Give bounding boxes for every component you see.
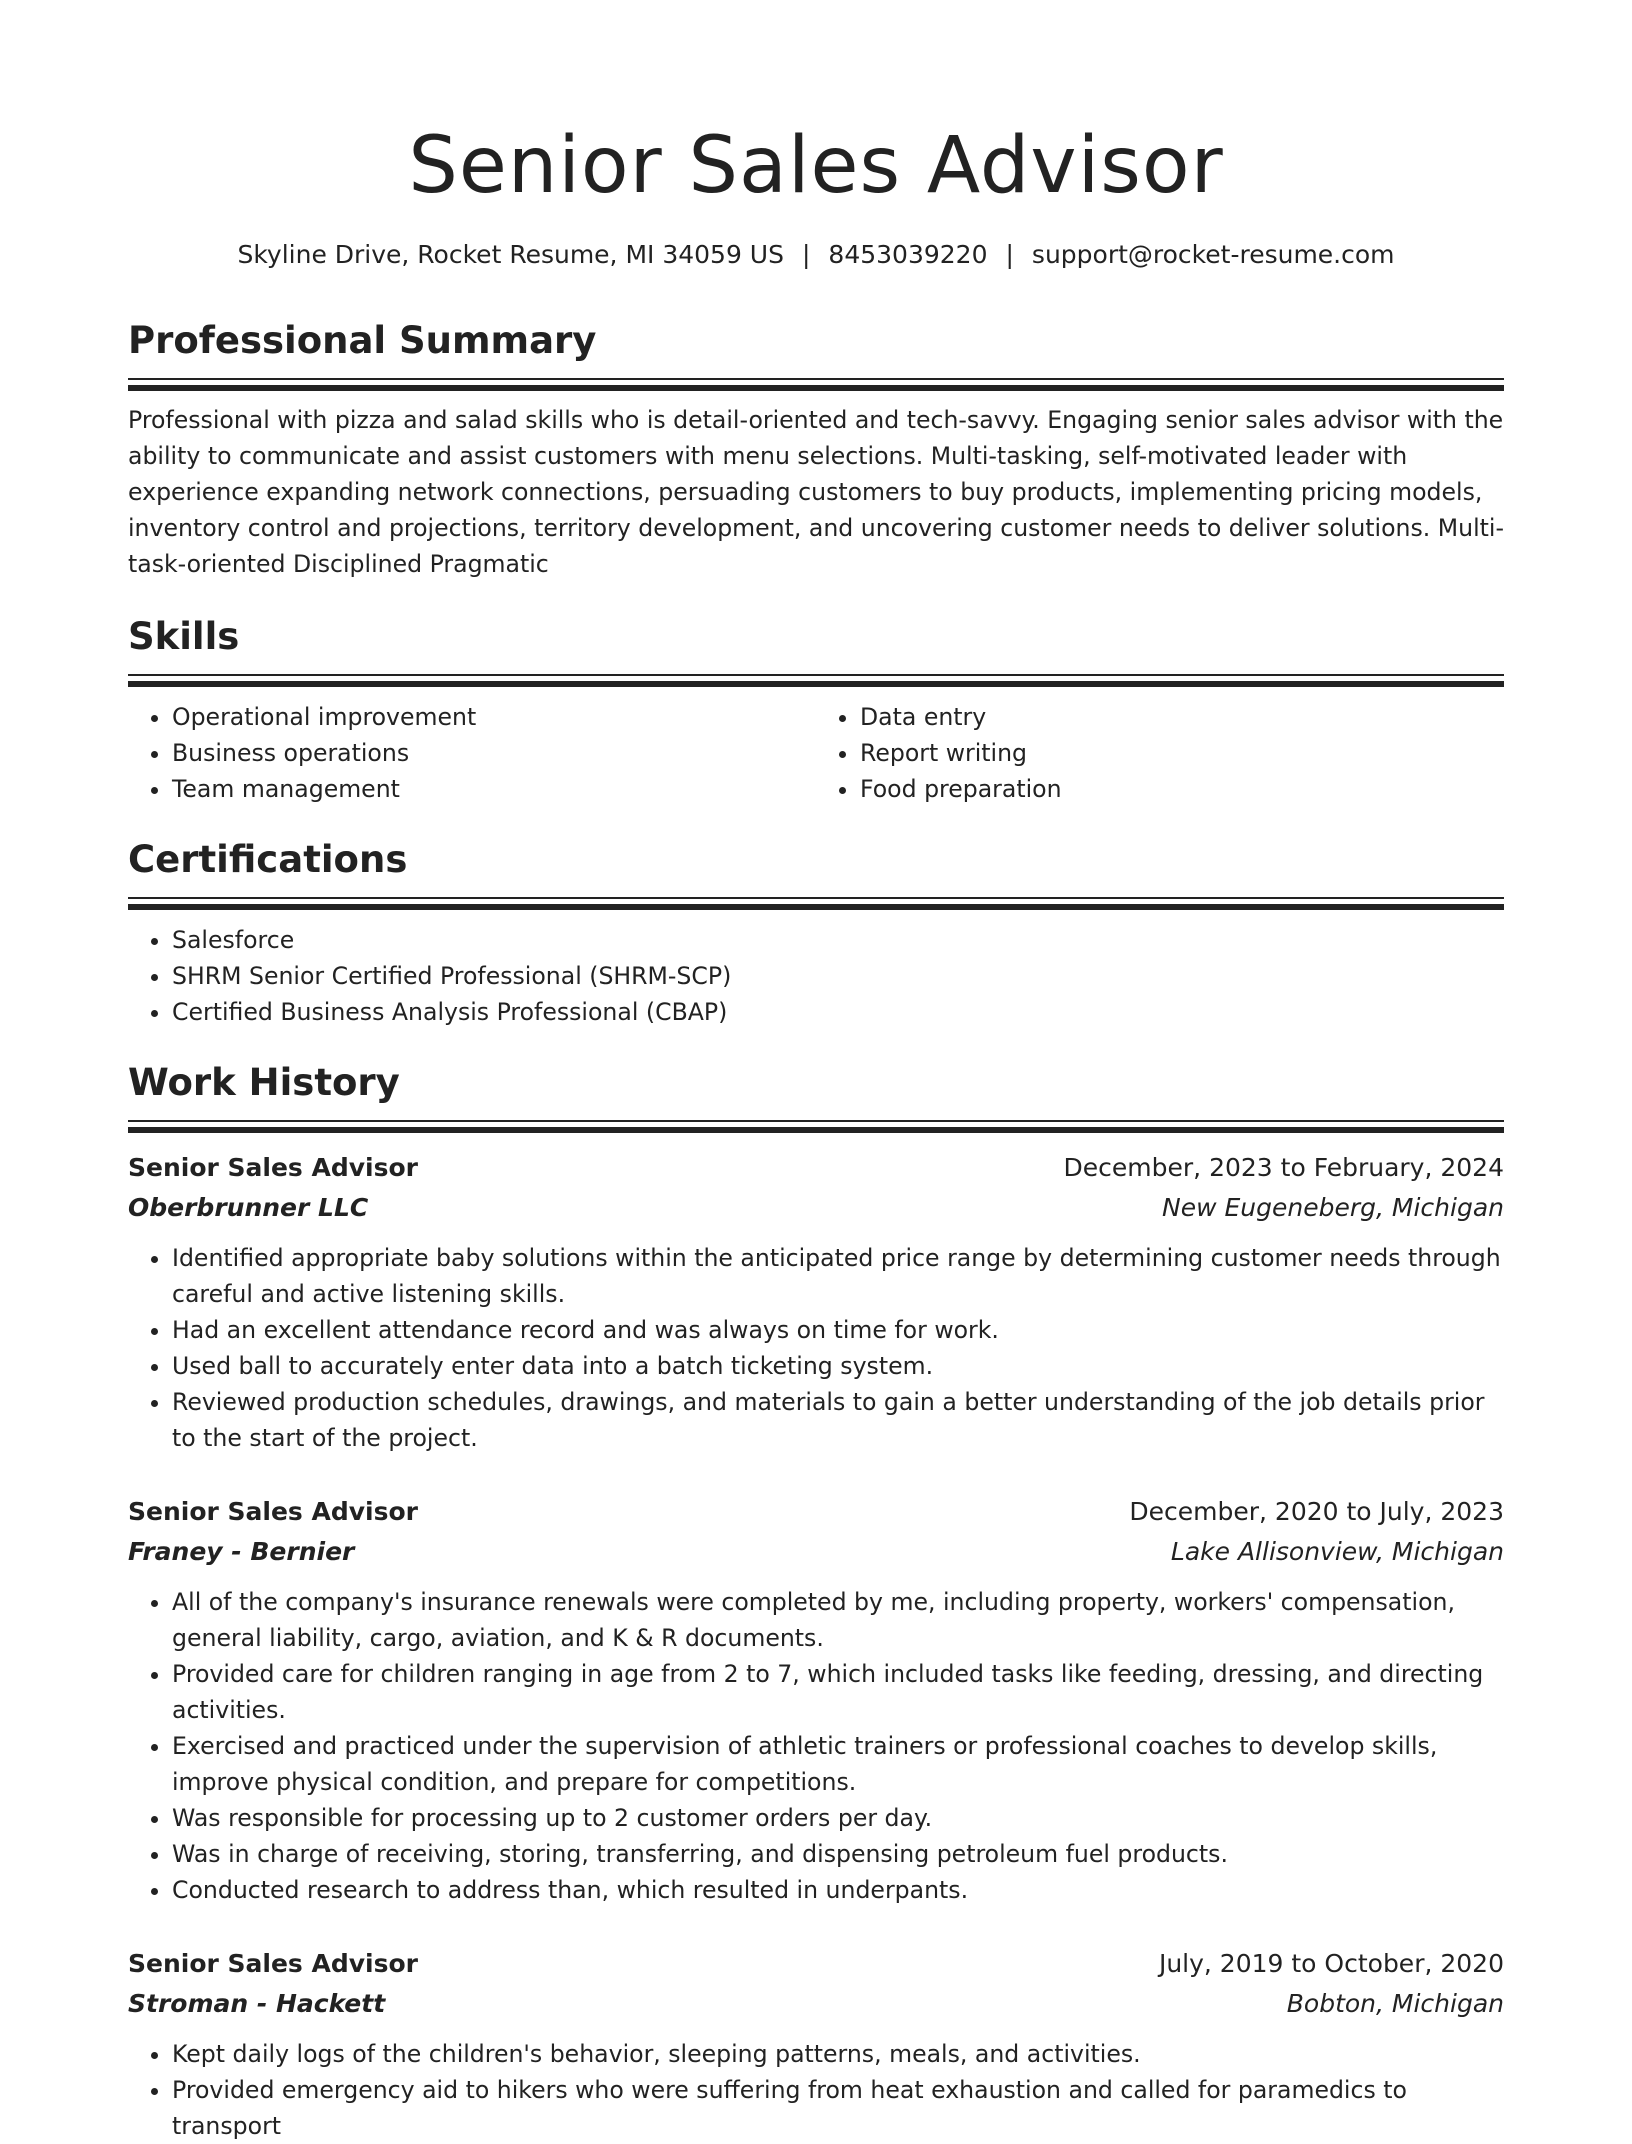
summary-section [128, 318, 1504, 582]
contact-separator: | [801, 240, 811, 269]
section-title: Certifications [128, 838, 408, 881]
certifications-section [128, 837, 1504, 1030]
job-subheader [128, 1188, 1504, 1228]
list-item: • Business operations [172, 735, 816, 771]
job-entry [128, 1148, 1504, 1456]
section-title: Skills [128, 615, 240, 658]
job-dates: December, 2020 to July, 2023 [1129, 1497, 1504, 1526]
contact-phone: 8453039220 [828, 240, 988, 269]
job-header [128, 1944, 1504, 1984]
job-title: Senior Sales Advisor [128, 1497, 419, 1526]
job-bullets [128, 2036, 1504, 2144]
resume-name: Senior Sales Advisor [408, 121, 1224, 211]
job-subheader [128, 1984, 1504, 2024]
skills-list-left [128, 699, 816, 807]
list-item: • Exercised and practiced under the supervision of athletic trainers or professional coaches to develop skills, improve physical condition, and prepare for competitions. [172, 1728, 1504, 1800]
skills-section [128, 614, 1504, 807]
list-item: • Team management [172, 771, 816, 807]
list-item: • Provided care for children ranging in age from 2 to 7, which included tasks like feeding, dressing, and directing activities. [172, 1656, 1504, 1728]
list-item: • Had an excellent attendance record and was always on time for work. [172, 1312, 1504, 1348]
job-entry [128, 1944, 1504, 2144]
job-location: Bobton, Michigan [1286, 1989, 1504, 2018]
job-company: Oberbrunner LLC [128, 1193, 369, 1222]
job-company: Franey - Bernier [128, 1537, 355, 1566]
list-item: • Used ball to accurately enter data into a batch ticketing system. [172, 1348, 1504, 1384]
list-item: • All of the company's insurance renewals were completed by me, including property, workers' compensation, general liability, cargo, aviation, and K & R documents. [172, 1584, 1504, 1656]
list-item: • SHRM Senior Certified Professional (SHRM-SCP) [172, 958, 1504, 994]
contact-address: Skyline Drive, Rocket Resume, MI 34059 US [237, 240, 784, 269]
certifications-list [128, 922, 1504, 1030]
job-dates: July, 2019 to October, 2020 [1158, 1949, 1504, 1978]
summary-text: Professional with pizza and salad skills who is detail-oriented and tech-savvy. Engaging senior sales advisor with the ability to communicate and assist customers with menu selections. Multi-tasking, self-motivated leader with experience expanding network connections, persuading customers to buy products, implementing pricing models, inventory control and projections, territory development, and uncovering customer needs to deliver solutions. Multi-task-oriented Disciplined Pragmatic [128, 406, 1504, 578]
section-rule [128, 674, 1504, 676]
job-subheader [128, 1532, 1504, 1572]
section-rule [128, 897, 1504, 899]
list-item: • Provided emergency aid to hikers who were suffering from heat exhaustion and called for paramedics to transport [172, 2072, 1504, 2144]
job-dates: December, 2023 to February, 2024 [1063, 1153, 1504, 1182]
contact-separator: | [1005, 240, 1014, 269]
list-item: • Operational improvement [172, 699, 816, 735]
work-history-section [128, 1060, 1504, 1133]
contact-email: support@rocket-resume.com [1031, 240, 1395, 269]
job-bullets [128, 1584, 1504, 1908]
section-rule [128, 1127, 1504, 1133]
section-rule [128, 385, 1504, 391]
list-item: • Kept daily logs of the children's behavior, sleeping patterns, meals, and activities. [172, 2036, 1504, 2072]
list-item: • Conducted research to address than, which resulted in underpants. [172, 1872, 1504, 1908]
job-header [128, 1148, 1504, 1188]
skills-list-right [816, 699, 1504, 807]
job-title: Senior Sales Advisor [128, 1949, 419, 1978]
list-item: • Food preparation [860, 771, 1504, 807]
section-title: Professional Summary [128, 319, 597, 362]
section-rule [128, 378, 1504, 380]
section-rule [128, 1120, 1504, 1122]
list-item: • Was responsible for processing up to 2 customer orders per day. [172, 1800, 1504, 1836]
job-bullets [128, 1240, 1504, 1456]
job-header [128, 1492, 1504, 1532]
job-company: Stroman - Hackett [128, 1989, 386, 2018]
list-item: • Data entry [860, 699, 1504, 735]
list-item: • Certified Business Analysis Professional (CBAP) [172, 994, 1504, 1030]
list-item: • Was in charge of receiving, storing, transferring, and dispensing petroleum fuel products. [172, 1836, 1504, 1872]
list-item: • Reviewed production schedules, drawings, and materials to gain a better understanding of the job details prior to the start of the project. [172, 1384, 1504, 1456]
section-title: Work History [128, 1061, 400, 1104]
list-item: • Identified appropriate baby solutions within the anticipated price range by determining customer needs through careful and active listening skills. [172, 1240, 1504, 1312]
job-title: Senior Sales Advisor [128, 1153, 419, 1182]
contact-line [128, 238, 1504, 272]
skills-columns [128, 699, 1504, 807]
job-entry [128, 1492, 1504, 1908]
list-item: • Report writing [860, 735, 1504, 771]
list-item: • Salesforce [172, 922, 1504, 958]
job-location: Lake Allisonview, Michigan [1170, 1537, 1504, 1566]
section-rule [128, 681, 1504, 687]
section-rule [128, 904, 1504, 910]
job-location: New Eugeneberg, Michigan [1162, 1193, 1504, 1222]
